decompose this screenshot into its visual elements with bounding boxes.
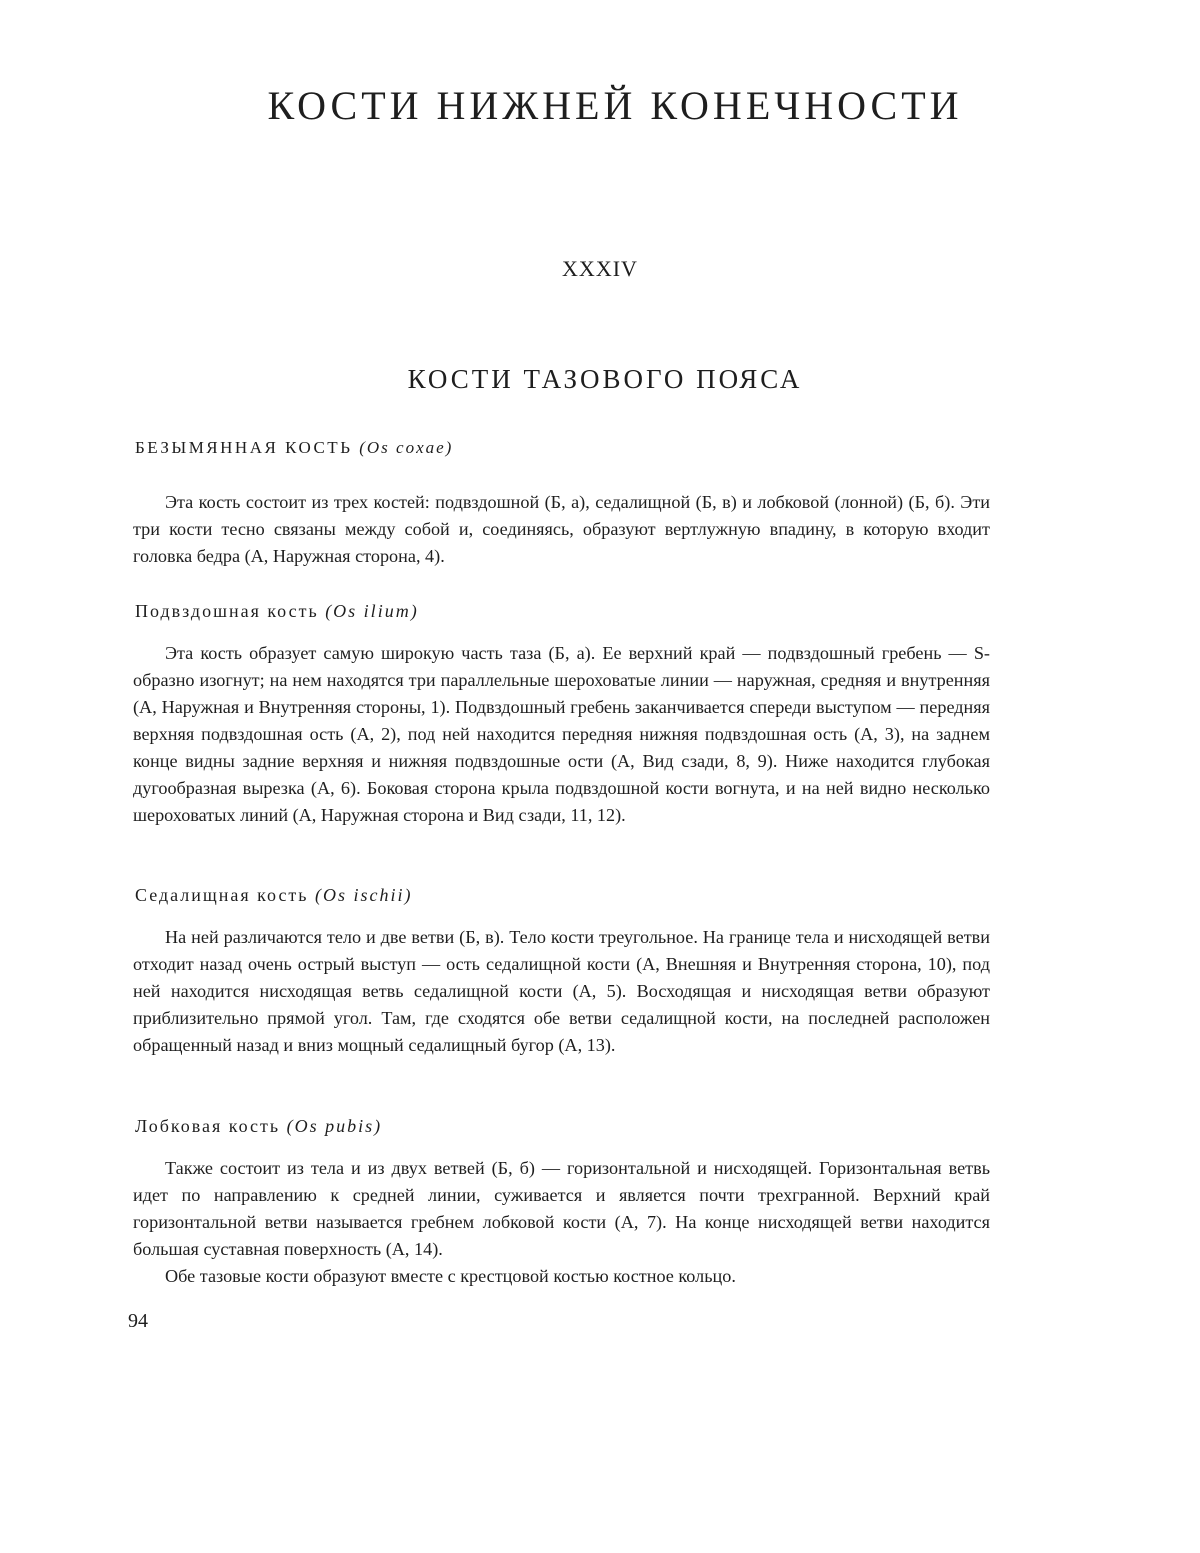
chapter-title: КОСТИ ТАЗОВОГО ПОЯСА — [407, 364, 803, 394]
paragraph-os-coxae: Эта кость состоит из трех костей: подвздошной (Б, а), седалищной (Б, в) и лобковой (лонной) (Б, б). Эти три кости тесно связаны между собой и, соединяясь, образуют вертлужную впадину, в которую входит головка бедра (А, Наружная сторона, 4). — [133, 492, 990, 566]
section-heading-os-coxae — [135, 438, 453, 458]
paragraph-os-pubis: Также состоит из тела и из двух ветвей (Б, б) — горизонтальной и нисходящей. Горизонтальная ветвь идет по направлению к средней линии, суживается и является почти трехгранной. Верхний край горизонтальной ветви называется гребнем лобковой кости (А, 7). На конце нисходящей ветви находится большая суставная поверхность (А, 14). — [133, 1158, 990, 1259]
section-heading-text: БЕЗЫМЯННАЯ КОСТЬ — [135, 438, 353, 457]
paragraph-os-ischii: На ней различаются тело и две ветви (Б, в). Тело кости треугольное. На границе тела и нисходящей ветви отходит назад очень острый выступ — ость седалищной кости (А, Внешняя и Внутренняя сторона, 10), под ней находится нисходящая ветвь седалищной кости (А, 5). Восходящая и нисходящая ветви образуют приблизительно прямой угол. Там, где сходятся обе ветви седалищной кости, на последней расположен обращенный назад и вниз мощный седалищный бугор (А, 13). — [133, 927, 990, 1055]
section-heading-text: Седалищная кость — [135, 885, 309, 905]
section-heading-os-ischii — [135, 885, 413, 906]
page-number: 94 — [128, 1310, 148, 1332]
section-heading-latin: (Os pubis) — [286, 1116, 383, 1136]
section-heading-latin: (Os coxae) — [359, 438, 454, 457]
section-heading-text: Подвздошная кость — [135, 601, 319, 621]
section-heading-text: Лобковая кость — [135, 1116, 281, 1136]
paragraph-pelvic-ring: Обе тазовые кости образуют вместе с крестцовой костью костное кольцо. — [165, 1266, 736, 1286]
section-heading-os-pubis — [135, 1116, 382, 1137]
part-title: КОСТИ НИЖНЕЙ КОНЕЧНОСТИ — [267, 83, 963, 128]
section-heading-os-ilium — [135, 601, 419, 622]
chapter-number: XXXIV — [562, 256, 638, 281]
paragraph-os-ilium: Эта кость образует самую широкую часть таза (Б, а). Ее верхний край — подвздошный гребень — S-образно изогнут; на нем находятся три параллельные шероховатые линии — наружная, средняя и внутренняя (А, Наружная и Внутренняя стороны, 1). Подвздошный гребень заканчивается спереди выступом — передняя верхняя подвздошная ость (А, 2), под ней находится передняя нижняя подвздошная ость (А, 3), на заднем конце видны задние верхняя и нижняя подвздошные ости (А, Вид сзади, 8, 9). Ниже находится глубокая дугообразная вырезка (А, 6). Боковая сторона крыла подвздошной кости вогнута, и на ней видно несколько шероховатых линий (А, Наружная сторона и Вид сзади, 11, 12). — [133, 643, 990, 825]
section-heading-latin: (Os ischii) — [315, 885, 413, 905]
section-heading-latin: (Os ilium) — [325, 601, 419, 621]
